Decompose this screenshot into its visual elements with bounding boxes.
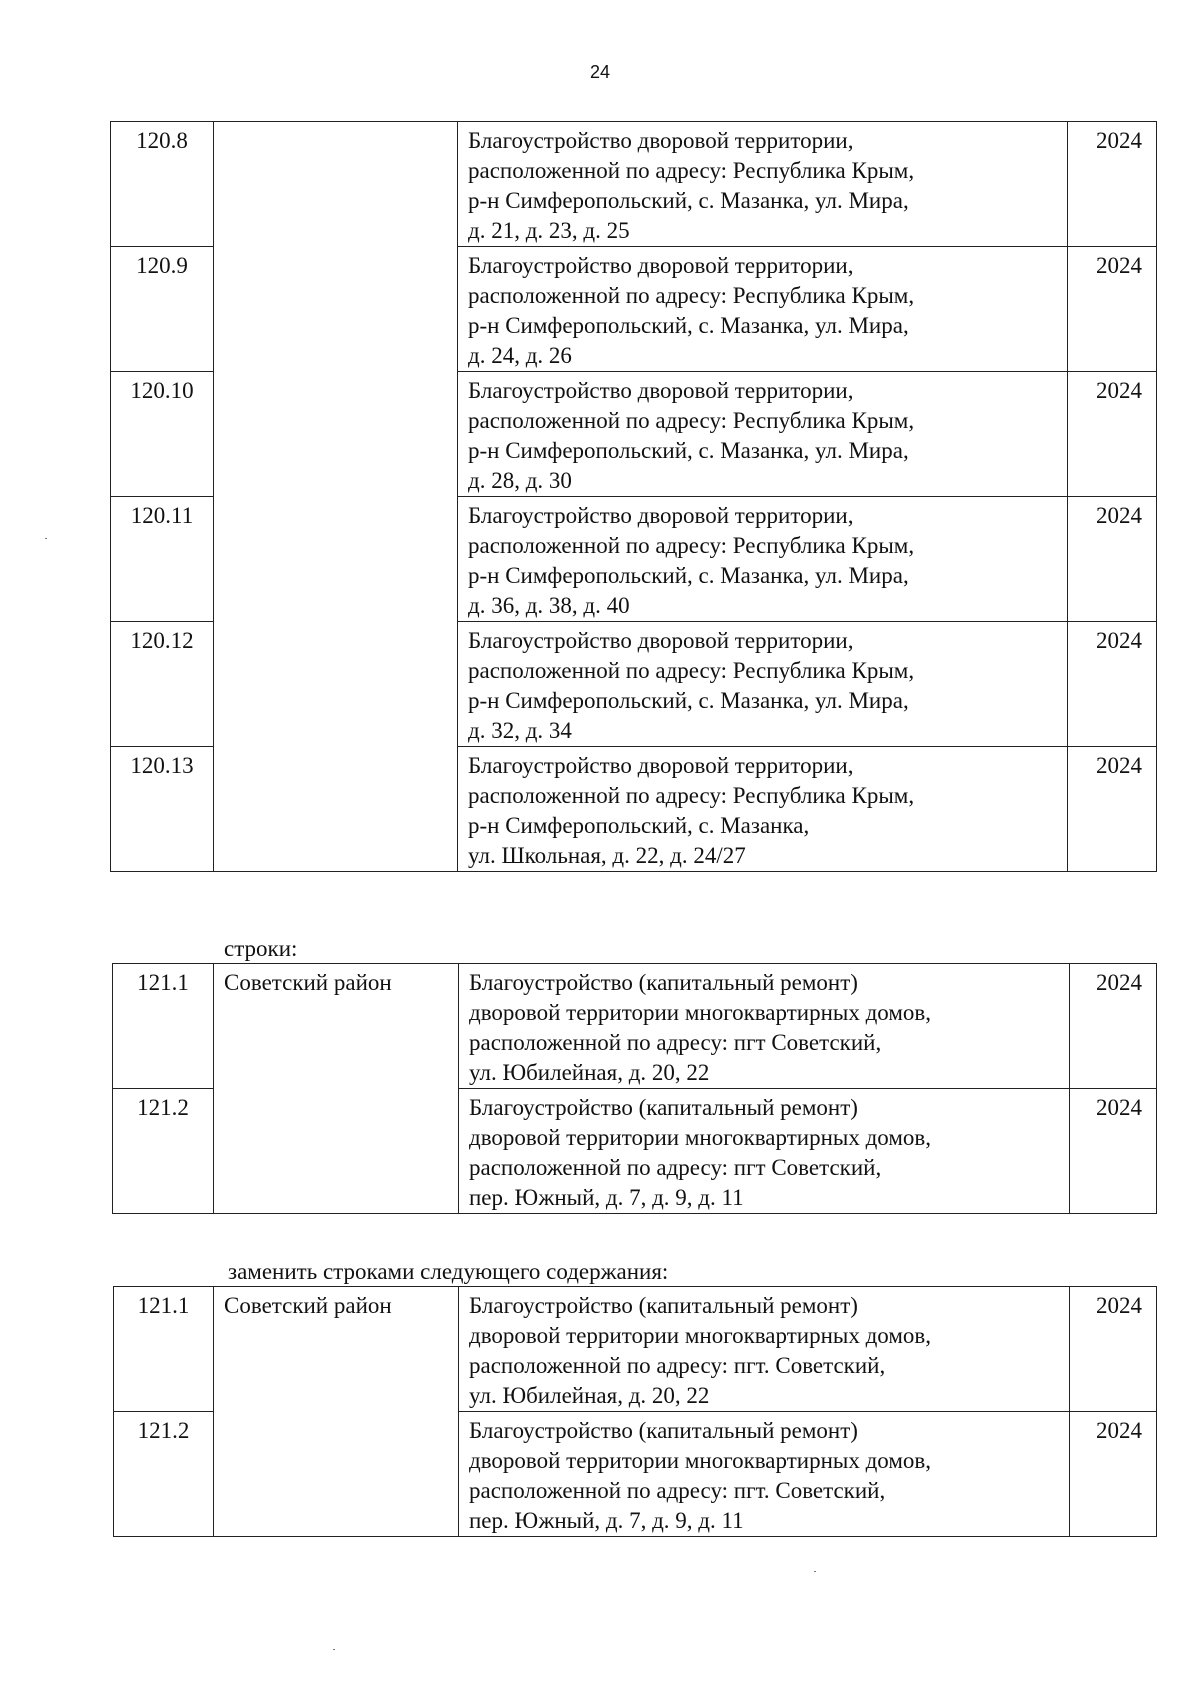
description-line: расположенной по адресу: Республика Крым,	[468, 158, 915, 183]
description-line: д. 24, д. 26	[468, 343, 572, 368]
description-line: р-н Симферопольский, с. Мазанка, ул. Мира,	[468, 188, 909, 213]
description-line: р-н Симферопольский, с. Мазанка, ул. Мира,	[468, 688, 909, 713]
row-number: 120.11	[111, 497, 214, 622]
table-row	[111, 122, 1157, 247]
description-cell	[458, 372, 1068, 497]
description-line: дворовой территории многоквартирных домов,	[469, 1323, 932, 1348]
description-line: пер. Южный, д. 7, д. 9, д. 11	[469, 1508, 744, 1533]
description-line: пер. Южный, д. 7, д. 9, д. 11	[469, 1185, 744, 1210]
district-cell	[214, 122, 458, 872]
description-line: дворовой территории многоквартирных домов,	[469, 1125, 932, 1150]
year-cell: 2024	[1068, 497, 1157, 622]
row-number: 121.1	[114, 1287, 214, 1412]
description-line: ул. Юбилейная, д. 20, 22	[469, 1060, 710, 1085]
description-line: расположенной по адресу: Республика Крым,	[468, 283, 915, 308]
description-line: расположенной по адресу: Республика Крым,	[468, 533, 915, 558]
description-line: Благоустройство дворовой территории,	[468, 378, 854, 403]
year-cell: 2024	[1068, 372, 1157, 497]
year-cell: 2024	[1070, 1412, 1157, 1537]
description-line: расположенной по адресу: пгт. Советский,	[469, 1478, 886, 1503]
description-line: р-н Симферопольский, с. Мазанка, ул. Мира,	[468, 438, 909, 463]
description-cell	[458, 122, 1068, 247]
description-line: расположенной по адресу: Республика Крым,	[468, 658, 915, 683]
description-line: расположенной по адресу: пгт Советский,	[469, 1155, 882, 1180]
row-number: 121.2	[114, 1412, 214, 1537]
year-cell: 2024	[1070, 1287, 1157, 1412]
caption-replace: заменить строками следующего содержания:	[228, 1259, 669, 1284]
table-row	[113, 964, 1157, 1089]
description-cell	[458, 747, 1068, 872]
description-cell	[459, 1412, 1070, 1537]
description-cell	[458, 497, 1068, 622]
description-line: расположенной по адресу: Республика Крым,	[468, 783, 915, 808]
description-line: Благоустройство дворовой территории,	[468, 253, 854, 278]
description-cell	[459, 1287, 1070, 1412]
page-number: 24	[589, 62, 611, 82]
description-cell	[458, 247, 1068, 372]
description-line: Благоустройство (капитальный ремонт)	[469, 1418, 858, 1443]
description-line: р-н Симферопольский, с. Мазанка, ул. Мира,	[468, 563, 909, 588]
description-line: дворовой территории многоквартирных домов,	[469, 1448, 932, 1473]
district-cell: Советский район	[214, 964, 459, 1214]
description-line: Благоустройство (капитальный ремонт)	[469, 970, 858, 995]
scan-speck	[333, 1649, 335, 1650]
description-line: ул. Юбилейная, д. 20, 22	[469, 1383, 710, 1408]
description-line: д. 21, д. 23, д. 25	[468, 218, 630, 243]
description-line: расположенной по адресу: Республика Крым,	[468, 408, 915, 433]
description-line: Благоустройство дворовой территории,	[468, 503, 854, 528]
row-number: 120.12	[111, 622, 214, 747]
scan-speck	[814, 1571, 816, 1572]
description-line: расположенной по адресу: пгт. Советский,	[469, 1353, 886, 1378]
description-cell	[459, 964, 1070, 1089]
caption-rows: строки:	[224, 936, 298, 961]
description-cell	[458, 622, 1068, 747]
description-line: ул. Школьная, д. 22, д. 24/27	[468, 843, 746, 868]
table-old	[112, 963, 1157, 1214]
description-line: д. 32, д. 34	[468, 718, 572, 743]
description-line: Благоустройство (капитальный ремонт)	[469, 1293, 858, 1318]
description-line: дворовой территории многоквартирных домов,	[469, 1000, 932, 1025]
description-line: д. 28, д. 30	[468, 468, 572, 493]
table-top	[110, 121, 1157, 872]
year-cell: 2024	[1070, 964, 1157, 1089]
year-cell: 2024	[1068, 122, 1157, 247]
row-number: 120.8	[111, 122, 214, 247]
row-number: 120.9	[111, 247, 214, 372]
year-cell: 2024	[1070, 1089, 1157, 1214]
description-cell	[459, 1089, 1070, 1214]
table-new	[113, 1286, 1157, 1537]
description-line: расположенной по адресу: пгт Советский,	[469, 1030, 882, 1055]
year-cell: 2024	[1068, 747, 1157, 872]
row-number: 121.1	[113, 964, 214, 1089]
description-line: Благоустройство дворовой территории,	[468, 753, 854, 778]
scan-speck	[45, 538, 47, 539]
description-line: Благоустройство (капитальный ремонт)	[469, 1095, 858, 1120]
year-cell: 2024	[1068, 247, 1157, 372]
table-row	[114, 1287, 1157, 1412]
district-cell: Советский район	[214, 1287, 459, 1537]
description-line: Благоустройство дворовой территории,	[468, 628, 854, 653]
row-number: 121.2	[113, 1089, 214, 1214]
description-line: р-н Симферопольский, с. Мазанка,	[468, 813, 810, 838]
row-number: 120.10	[111, 372, 214, 497]
description-line: Благоустройство дворовой территории,	[468, 128, 854, 153]
year-cell: 2024	[1068, 622, 1157, 747]
description-line: д. 36, д. 38, д. 40	[468, 593, 630, 618]
row-number: 120.13	[111, 747, 214, 872]
description-line: р-н Симферопольский, с. Мазанка, ул. Мира,	[468, 313, 909, 338]
